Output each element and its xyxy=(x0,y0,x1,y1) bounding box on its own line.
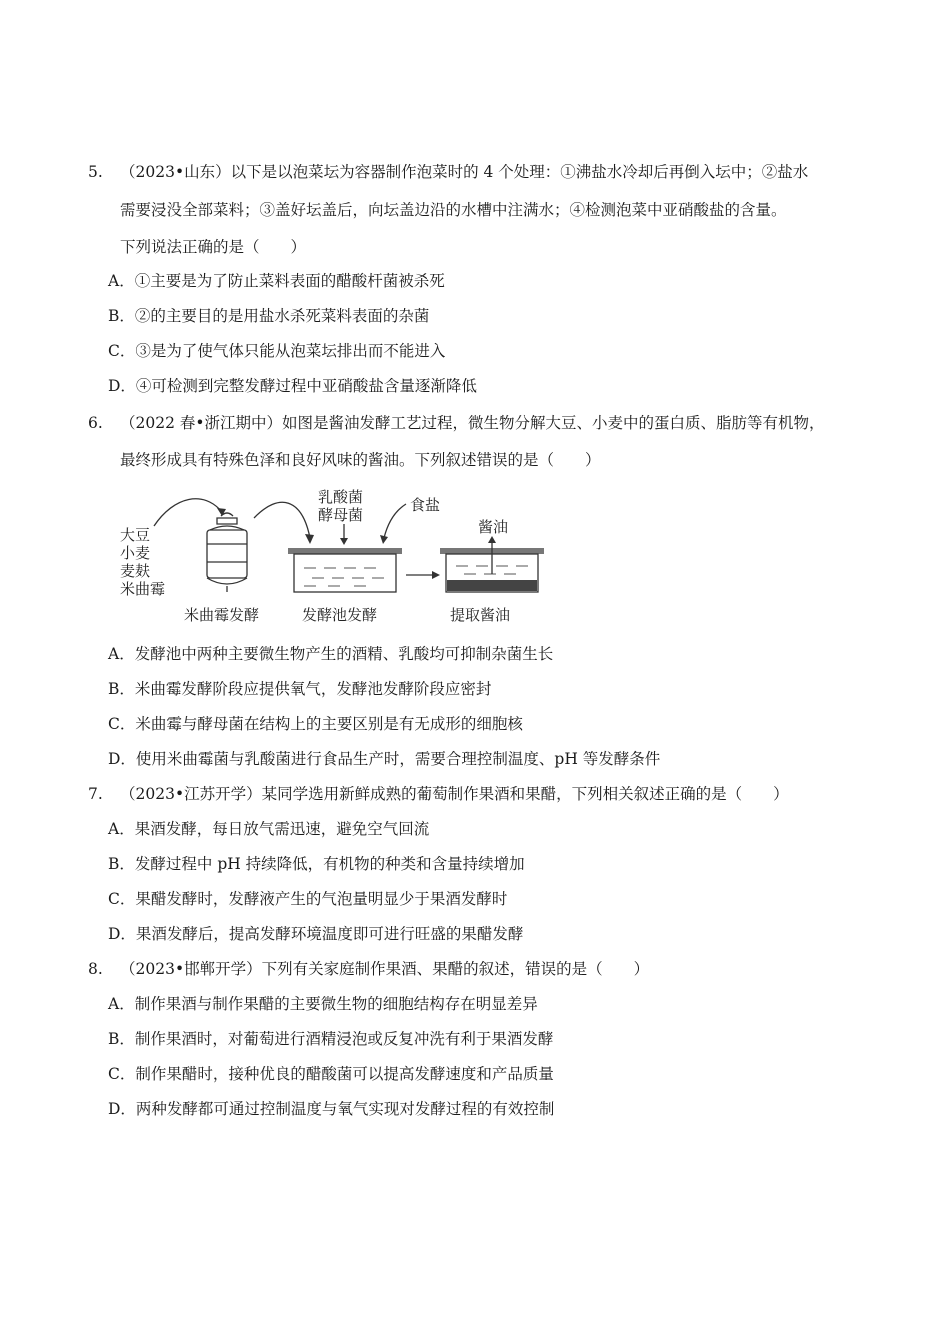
arrow-head-3 xyxy=(340,538,348,545)
arrow-head-5 xyxy=(432,571,440,579)
diagram-stage-1-label: 米曲霉发酵 xyxy=(184,606,260,624)
question-8-option-b: B．制作果酒时，对葡萄进行酒精浸泡或反复冲洗有利于果酒发酵 xyxy=(108,1030,554,1048)
arrow-fermenter-to-pool xyxy=(254,502,310,538)
question-5-number: 5. xyxy=(88,163,103,181)
arrow-head-4 xyxy=(380,535,388,544)
question-7-option-b: B．发酵过程中 pH 持续降低，有机物的种类和含量持续增加 xyxy=(108,855,525,873)
arrow-inputs-to-fermenter xyxy=(154,499,222,526)
fermentation-pool-icon xyxy=(288,548,402,592)
question-5-stem-line-3: 下列说法正确的是（ ） xyxy=(120,238,307,256)
arrow-head-2 xyxy=(305,534,314,544)
question-6-stem-line-2: 最终形成具有特殊色泽和良好风味的酱油。下列叙述错误的是（ ） xyxy=(120,451,601,469)
question-8-option-c: C．制作果醋时，接种优良的醋酸菌可以提高发酵速度和产品质量 xyxy=(108,1065,554,1083)
question-8-stem-line-1: （2023•邯郸开学）下列有关家庭制作果酒、果醋的叙述，错误的是（ ） xyxy=(120,960,650,978)
question-7-number: 7. xyxy=(88,785,103,803)
question-6-option-c: C．米曲霉与酵母菌在结构上的主要区别是有无成形的细胞核 xyxy=(108,715,523,733)
fermenter-tank-icon xyxy=(207,513,247,592)
question-8-number: 8. xyxy=(88,960,103,978)
question-6-stem-line-1: （2022 春•浙江期中）如图是酱油发酵工艺过程，微生物分解大豆、小麦中的蛋白质、脂肪等有机物， xyxy=(120,414,825,432)
question-6-option-a: A．发酵池中两种主要微生物产生的酒精、乳酸均可抑制杂菌生长 xyxy=(108,645,554,663)
diagram-input-aspergillus: 米曲霉 xyxy=(120,580,166,598)
question-6-number: 6. xyxy=(88,414,103,432)
diagram-stage-2-label: 发酵池发酵 xyxy=(302,606,378,624)
diagram-microbe-lactobacillus: 乳酸菌 xyxy=(318,488,364,506)
question-7-stem-line-1: （2023•江苏开学）某同学选用新鲜成熟的葡萄制作果酒和果醋，下列相关叙述正确的是（ ） xyxy=(120,785,789,803)
question-7-option-a: A．果酒发酵，每日放气需迅速，避免空气回流 xyxy=(108,820,430,838)
diagram-input-soybean: 大豆 xyxy=(120,526,151,544)
arrow-salt-to-pool xyxy=(384,504,406,538)
question-8-option-d: D．两种发酵都可通过控制温度与氧气实现对发酵过程的有效控制 xyxy=(108,1100,555,1118)
question-5-option-d: D．④可检测到完整发酵过程中亚硝酸盐含量逐渐降低 xyxy=(108,377,477,395)
diagram-input-wheat: 小麦 xyxy=(120,544,151,562)
diagram-microbe-yeast: 酵母菌 xyxy=(318,506,364,524)
question-5-stem-line-2: 需要浸没全部菜料；③盖好坛盖后，向坛盖边沿的水槽中注满水；④检测泡菜中亚硝酸盐的含量。 xyxy=(120,201,787,219)
question-5-stem-line-1: （2023•山东）以下是以泡菜坛为容器制作泡菜时的 4 个处理：①沸盐水冷却后再倒入坛中；②盐水 xyxy=(120,163,809,181)
question-5-option-c: C．③是为了使气体只能从泡菜坛排出而不能进入 xyxy=(108,342,446,360)
question-6-option-b: B．米曲霉发酵阶段应提供氧气，发酵池发酵阶段应密封 xyxy=(108,680,492,698)
question-7-option-d: D．果酒发酵后，提高发酵环境温度即可进行旺盛的果醋发酵 xyxy=(108,925,524,943)
diagram-stage-3-label: 提取酱油 xyxy=(450,606,511,624)
soy-sauce-process-diagram xyxy=(114,478,554,628)
extraction-tank-icon xyxy=(440,536,544,592)
diagram-product-label: 酱油 xyxy=(478,518,509,536)
diagram-salt-label: 食盐 xyxy=(410,496,441,514)
question-5-option-a: A．①主要是为了防止菜料表面的醋酸杆菌被杀死 xyxy=(108,272,445,290)
diagram-input-bran: 麦麸 xyxy=(120,562,151,580)
question-5-option-b: B．②的主要目的是用盐水杀死菜料表面的杂菌 xyxy=(108,307,430,325)
question-8-option-a: A．制作果酒与制作果醋的主要微生物的细胞结构存在明显差异 xyxy=(108,995,538,1013)
question-7-option-c: C．果醋发酵时，发酵液产生的气泡量明显少于果酒发酵时 xyxy=(108,890,508,908)
question-6-option-d: D．使用米曲霉菌与乳酸菌进行食品生产时，需要合理控制温度、pH 等发酵条件 xyxy=(108,750,661,768)
